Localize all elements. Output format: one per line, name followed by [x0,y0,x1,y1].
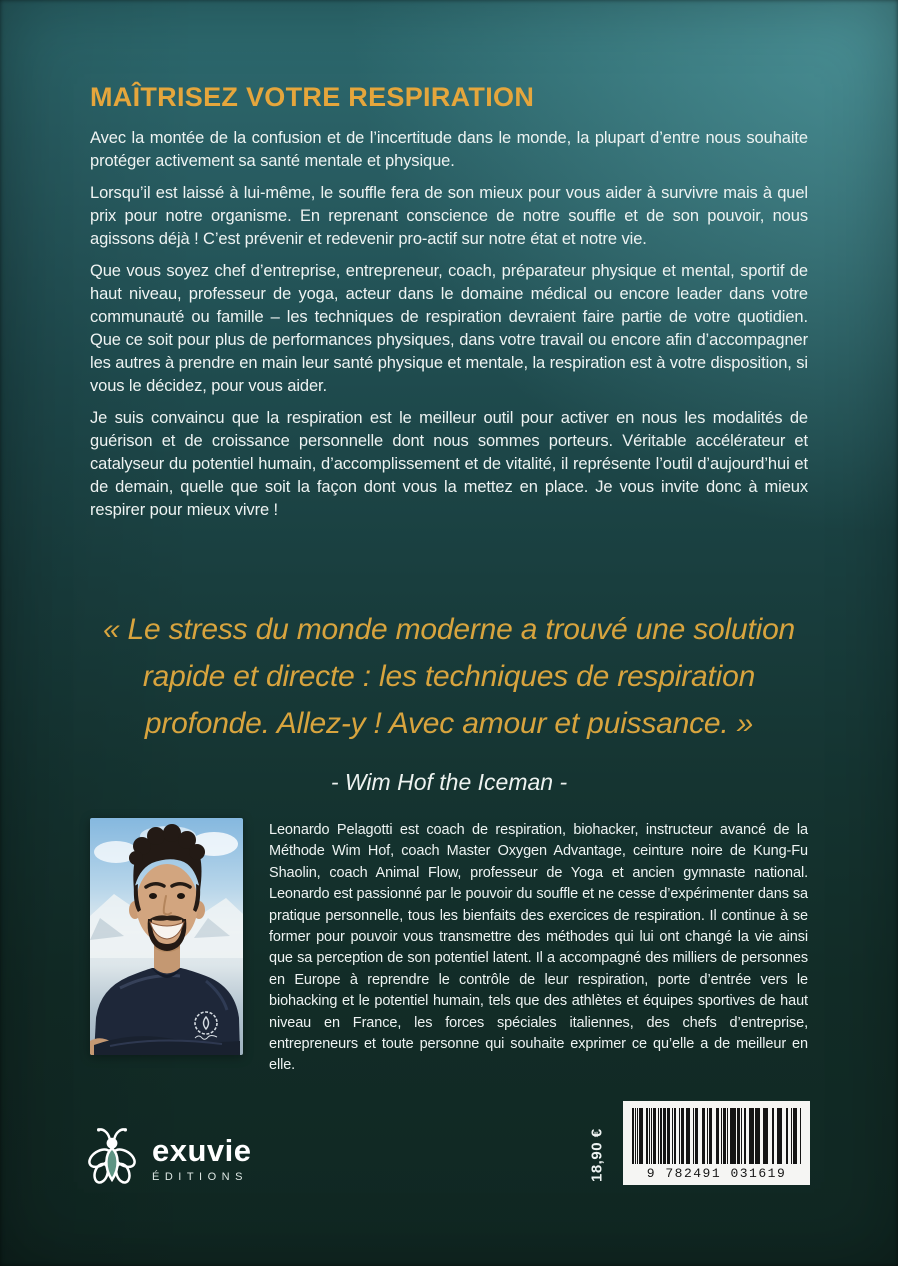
paragraph: Je suis convaincu que la respiration est le meilleur outil pour activer en nous les modalités de guérison et de croissance personnelle dont nous sommes porteurs. Véritable accélérateur et catalyseur du potentiel humain, d’accomplissement et de vitalité, il représente l’outil d’aujourd’hui et de demain, quelle que soit la façon dont vous la mettez en place. Je vous invite donc à mieux respirer pour mieux vivre ! [90,409,808,519]
quote-lines [70,606,828,747]
quote-line: profonde. Allez-y ! Avec amour et puissance. » [144,707,754,740]
author-portrait-illustration [90,818,243,1055]
paragraph: Que vous soyez chef d’entreprise, entrepreneur, coach, préparateur physique et mental, sportif de haut niveau, professeur de yoga, acteur dans le domaine médical ou encore leader dans votre communauté ou famille – les techniques de respiration devraient faire partie de votre quotidien. Que ce soit pour plus de performances physiques, dans votre travail ou encore afin d’accompagner les autres à prendre en main leur santé physique et mentale, la respiration est à votre disposition, si vous le décidez, pour vous aider. [90,262,808,395]
bee-icon [88,1124,136,1194]
author-photo [90,818,243,1055]
paragraph: Lorsqu’il est laissé à lui-même, le souffle fera de son mieux pour vous aider à survivre mais à quel prix pour notre organisme. En reprenant conscience de notre souffle et de son pouvoir, nous agissons déjà ! C’est prévenir et redevenir pro-actif sur notre état et notre vie. [90,184,808,248]
publisher-logo [88,1124,252,1194]
publisher-name: exuvie [152,1133,252,1168]
quote-line: rapide et directe : les techniques de respiration [142,660,756,693]
barcode [623,1101,810,1185]
barcode-bars [632,1108,801,1164]
quote-block [70,606,828,796]
publisher-subtitle: ÉDITIONS [152,1171,248,1183]
author-section [90,818,808,1077]
publisher-text [152,1135,252,1183]
quote-line: « Le stress du monde moderne a trouvé une solution [102,613,796,646]
intro-text-block [90,82,808,531]
author-bio: Leonardo Pelagotti est coach de respiration, biohacker, instructeur avancé de la Méthode Wim Hof, coach Master Oxygen Advantage, ceinture noire de Kung-Fu Shaolin, coach Animal Flow, professeur de Yoga et ancien gymnaste national. Leonardo est passionné par le pouvoir du souffle et ne cesse d’expérimenter dans sa pratique personnelle, tous les bienfaits des exercices de respiration. Il continue à se former pour pouvoir vous transmettre des méthodes qui lui ont changé la vie ainsi que sa perception de son potentiel latent. Il a accompagné des milliers de personnes en Europe à reprendre le contrôle de leur respiration, porte d’entrée vers le biohacking et le potentiel humain, tels que des athlètes et équipes sportives de haut niveau en France, les forces spéciales italiennes, des chefs d’entreprise, entrepreneurs et toute personne qui souhaite exprimer ce qu’elle a de meilleur en elle. [269,822,808,1074]
page-title: MAÎTRISEZ VOTRE RESPIRATION [90,82,535,112]
barcode-digits: 9 782491 031619 [646,1166,787,1181]
quote-attribution: - Wim Hof the Iceman - [330,769,568,795]
price-label: 18,90 € [588,1128,606,1182]
intro-paragraphs [90,127,808,522]
paragraph: Avec la montée de la confusion et de l’incertitude dans le monde, la plupart d’entre nous souhaite protéger activement sa santé mentale et physique. [90,129,808,170]
